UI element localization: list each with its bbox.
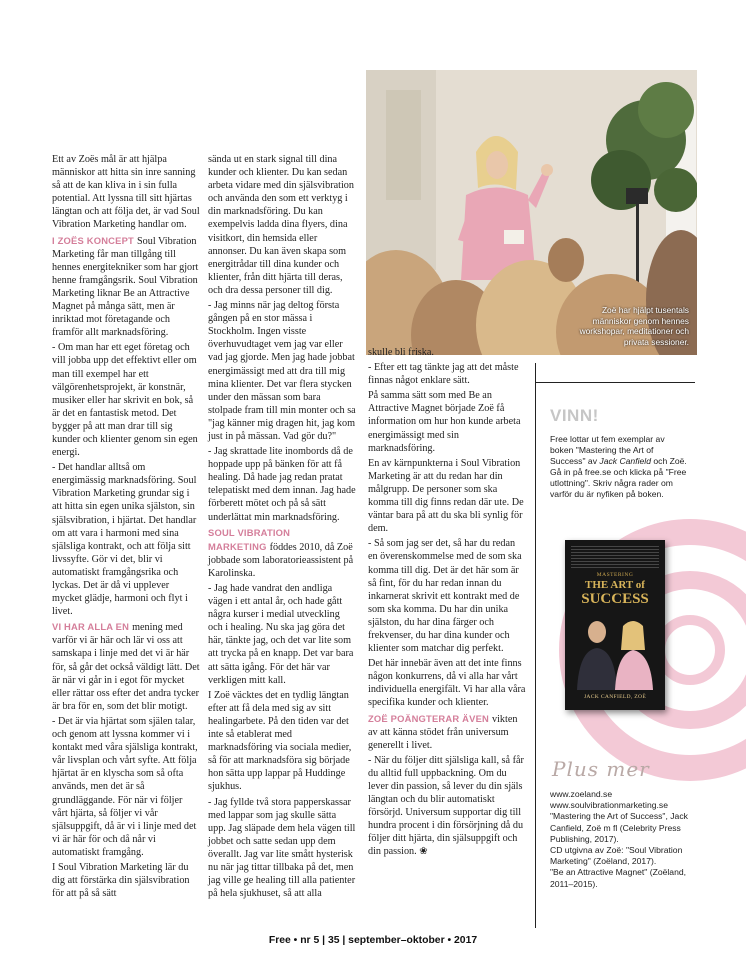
paragraph [368, 657, 526, 709]
paragraph-text: föddes 2010, då Zoë jobbade som laboratorieassistent på Karolinska. [208, 541, 354, 579]
plus-mer-line: www.zoeland.se [550, 789, 613, 799]
paragraph-lead-in: ZOË POÄNGTERAR ÄVEN [368, 712, 489, 724]
paragraph [52, 153, 200, 232]
paragraph-text: - Jag fyllde två stora papperskassar med lappar som jag skulle sätta upp. Jag släpade dem hela vägen till jobbet och satte sedan upp dem överallt. Jag var lite smått hysterisk nu när jag tittar tillbaka på det, men jag ville ge healing till alla patienter på hela sjukhuset, så att alla [208, 796, 356, 900]
workshop-photo [366, 70, 697, 355]
paragraph [52, 861, 200, 900]
paragraph [368, 712, 526, 752]
page-footer: Free • nr 5 | 35 | september–oktober • 2017 [268, 935, 478, 946]
photo-caption: Zoë har hjälpt tusentals människor genom hennes workshopar, meditationer och privata sessioner. [579, 305, 689, 347]
sidebar-divider-horizontal [535, 382, 695, 383]
plus-mer-line: CD utgivna av Zoë: "Soul Vibration Marketing" (Zoëland, 2017). [550, 845, 683, 867]
paragraph-text: - Så som jag ser det, så har du redan en överenskommelse med de som ska komma till dig. Det är det här som är så fint, för du har redan innan du inkarnerat skrivit ett kontrakt med de som ska komma. Du har din unika själston, du har dina färger och frekvenser, du har dina kunder och klienter som matchar dig perfekt. [368, 538, 522, 655]
book-title: THE ART of SUCCESS [581, 579, 649, 607]
paragraph-text: - Det är via hjärtat som själen talar, och genom att lyssna kommer vi i kontakt med våra själsliga kontrakt, vår livsplan och vårt syfte. Att följa hjärtat är en klyscha som så ofta används, men det är så grundläggande. För när vi följer vårt hjärta, så följer vi vår själsuppgift, då är vi i linje med det vi är här för och då når vi automatiskt framgång. [52, 715, 198, 858]
vinn-text: Free lottar ut fem exemplar av boken "Mastering the Art of Success" av Jack Canfield och Zoë. Gå in på free.se och klicka på "Free utlottning". Skriv några rader om varför du är nyfiken på boken. [550, 434, 687, 499]
paragraph [368, 457, 526, 536]
paragraph-text: På samma sätt som med Be an Attractive Magnet började Zoë få information om hur hon kunde arbeta energimässigt med sin marknadsföring. [368, 390, 521, 454]
paragraph-text: Soul Vibration Marketing får man tillgång till hennes energitekniker som har gjort henne framgångsrik. Soul Vibration Marketing liknar Be an Attractive Magnet på många sätt, men är inriktad mot företagande och framför allt marknadsföring. [52, 235, 199, 339]
paragraph [52, 341, 200, 459]
paragraph [368, 537, 526, 655]
paragraph [208, 689, 356, 794]
paragraph-text: - Efter ett tag tänkte jag att det måste finnas något enklare sätt. [368, 362, 519, 387]
paragraph-text: - Jag skrattade lite inombords då de hoppade upp på bänken för att få healing. Då hade jag redan pratat telepatiskt med dem innan. Jag hade förberett mötet och på så sätt underlättat min marknadsföring. [208, 446, 356, 523]
paragraph-lead-in: SOUL VIBRATION MARKETING [208, 526, 291, 552]
paragraph-text: En av kärnpunkterna i Soul Vibration Marketing är att du redan har din målgrupp. De personer som ska komma till dig finns redan där ute. De väntar bara på att du ska bli synlig för dem. [368, 457, 524, 535]
paragraph [208, 582, 356, 687]
plus-mer-list [550, 789, 700, 890]
paragraph [208, 796, 356, 901]
book-cover [565, 540, 665, 710]
paragraph [52, 620, 200, 713]
paragraph-text: - När du följer ditt själsliga kall, så får du alltid full uppbackning. Om du lever din passion, så lever du din själs längtan och du blir automatiskt försörjd. Universum supportar dig till hundra procent i din försörjning då du följer ditt hjärta, din själsuppgift och din passion. ❀ [368, 754, 524, 858]
plus-mer-line: www.soulvibrationmarketing.se [550, 800, 668, 811]
paragraph [368, 361, 526, 387]
paragraph [368, 389, 526, 454]
vinn-heading: VINN! [550, 406, 599, 425]
paragraph-text: skulle bli friska. [368, 347, 434, 358]
paragraph [52, 715, 200, 859]
paragraph-text: vikten av att känna stödet från universum generellt i livet. [368, 713, 518, 751]
paragraph-text: - Jag hade vandrat den andliga vägen i ett antal år, och hade gått några kurser i medial utveckling och i healing. Nu ska jag göra det här, tänkte jag, och det var lite som att trycka på en knapp. Det var bara att sätta igång. För det här var verkligen mitt kall. [208, 583, 354, 686]
book-blurb-lines [571, 546, 659, 568]
paragraph-text: - Det handlar alltså om energimässig marknadsföring. Soul Vibration Marketing grundar sig i att hitta sin egen unika själston, sin själsvibration, i hjärtat. Det handlar om att vara i harmoni med sina själsliga kontrakt, och att följa sitt livssyfte. Gör vi det, blir vi automatiskt framgångsrika och lyckas. Det är då vi upplever mycket glädje, harmoni och flyt i livet. [52, 462, 197, 618]
book-authors: JACK CANFIELD, ZOË [583, 694, 647, 700]
paragraph [368, 346, 526, 359]
plus-mer-heading: Plus mer [552, 757, 650, 781]
paragraph-text: sända ut en stark signal till dina kunder och klienter. Du kan sedan arbeta vidare med din själsvibration och använda den som ett verktyg i din marknadsföring. Du kan exempelvis ladda dina flyers, dina visitkort, din hemsida eller annonser. Du kan även skapa som energitrådar till dina kunder och klienter, från ditt hjärta till deras, och dra dessa personer till dig. [208, 154, 354, 296]
paragraph-text: - Om man har ett eget företag och vill jobba upp det effektivt eller om man till exempel har ett välgörenhetsprojekt, är konstnär, musiker eller har skrivit en bok, så är det en fantastisk metod. Det bygger på att man drar till sig kunder och klienter genom sin egen energi. [52, 342, 198, 459]
sidebar-divider-vertical [535, 363, 536, 928]
paragraph-lead-in: I ZOËS KONCEPT [52, 234, 134, 246]
paragraph-text: - Jag minns när jag deltog första gången på en stor mässa i Stockholm. Ingen visste överhuvudtaget vem jag var eller vad jag gjorde. Men jag hade jobbat energimässigt med att dra till mig mina klienter. Det var flera stycken under den mässan som bara stolpade fram till min monter och sa "jag känner mig dragen hit, jag kom just in på mässan. Vad gör du?" [208, 300, 356, 442]
paragraph-lead-in: VI HAR ALLA EN [52, 621, 130, 633]
paragraph-text: I Soul Vibration Marketing lär du dig att förstärka din själsvibration för att på så sätt [52, 861, 190, 900]
paragraph [52, 234, 200, 340]
plus-mer-line: "Be an Attractive Magnet" (Zoëland, 2011–2015). [550, 867, 687, 889]
article-column-2 [208, 153, 356, 902]
paragraph [208, 445, 356, 524]
paragraph [208, 299, 356, 443]
paragraph-text: Ett av Zoës mål är att hjälpa människor att hitta sin inre sanning så att de kan kliva in i sin fulla potential. Att lyssna till sitt hjärtas längtan och att följa det, är vad Soul Vibration Marketing handlar om. [52, 154, 200, 231]
paragraph-text: mening med varför vi är här och lär vi oss att samskapa i linje med det vi är här för, så går det också väldigt lätt. Det är när vi går in i egot för mycket eller rättar oss efter det andra tycker är bra för en, som det blir motigt. [52, 622, 200, 712]
paragraph [208, 153, 356, 297]
article-column-1 [52, 153, 200, 902]
paragraph-text: Det här innebär även att det inte finns någon konkurrens, då vi alla har vårt individuella energifält. Vi har alla våra specifika kunder och klienter. [368, 658, 526, 709]
article-column-3 [368, 346, 526, 861]
paragraph [52, 461, 200, 618]
paragraph-text: I Zoë väcktes det en tydlig längtan efter att få dela med sig av sitt healingarbete. På den tiden var det inte så etablerat med marknadsföring via sociala medier, så för att marknadsföra sig började hon sätta upp lappar på Huddinge sjukhus. [208, 689, 352, 793]
plus-mer-line: "Mastering the Art of Success", Jack Canfield, Zoë m fl (Celebrity Press Publishing, 2017). [550, 811, 688, 844]
paragraph [368, 754, 526, 859]
paragraph [208, 526, 356, 580]
book-subtitle: MASTERING [596, 572, 634, 578]
book-authors-portrait [569, 610, 661, 690]
